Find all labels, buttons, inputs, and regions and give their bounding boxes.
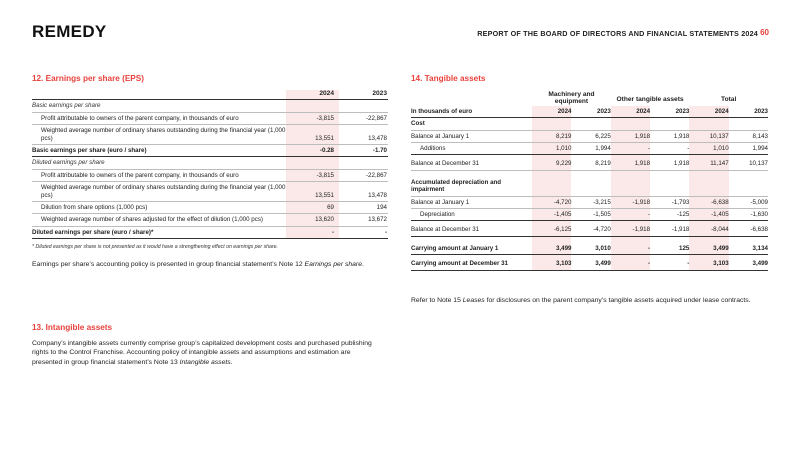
eps-basic-heading-row [32, 100, 388, 112]
eps-year-2024: 2024 [286, 90, 339, 100]
value-2023: - [339, 226, 388, 238]
eps-year-2023: 2023 [339, 90, 388, 100]
cell-value: -1,405 [532, 209, 571, 221]
cell-value: - [611, 143, 650, 155]
year-label: 2024 [689, 106, 728, 118]
intangible-section-title: 13. Intangible assets [32, 323, 113, 332]
cell-value: - [611, 255, 650, 270]
cell-value: 10,137 [689, 130, 728, 142]
report-title: REPORT OF THE BOARD OF DIRECTORS AND FINANCIAL STATEMENTS 2024 [477, 29, 758, 38]
cell-value: -125 [650, 209, 689, 221]
table-row [32, 214, 388, 226]
eps-table [32, 90, 388, 239]
intangible-note-reference: Intangible assets [179, 358, 231, 366]
leases-note-reference: Leases [462, 297, 485, 304]
value-2023: -1.70 [339, 145, 388, 157]
group-machinery: Machinery and equipment [548, 91, 595, 106]
row-label: Depreciation [411, 209, 532, 221]
cell-value: 8,219 [532, 130, 571, 142]
cost-heading-row [411, 118, 768, 130]
eps-basic-total-row [32, 145, 388, 157]
cell-value: -1,918 [611, 221, 650, 236]
cell-value: 11,147 [689, 155, 728, 170]
cell-value: 9,229 [532, 155, 571, 170]
row-label: Profit attributable to owners of the parent company, in thousands of euro [32, 112, 286, 124]
table-row [32, 182, 388, 202]
page-number: 60 [760, 28, 769, 37]
policy-end: . [361, 261, 364, 269]
value-2024: -0.28 [286, 145, 339, 157]
cell-value: 1,918 [650, 130, 689, 142]
depreciation-heading-row [411, 170, 768, 196]
cell-value: -5,009 [729, 196, 768, 208]
value-2024: -3,815 [286, 169, 339, 181]
value-2023: -22,867 [339, 112, 388, 124]
cell-value: -6,638 [729, 221, 768, 236]
year-label: 2023 [729, 106, 768, 118]
table-row [411, 236, 768, 254]
cell-value: 3,499 [532, 236, 571, 254]
cell-value: 1,918 [611, 130, 650, 142]
eps-section-title: 12. Earnings per share (EPS) [32, 74, 144, 83]
row-label: Balance at December 31 [411, 155, 532, 170]
table-row [411, 221, 768, 236]
value-2023: 13,672 [339, 214, 388, 226]
eps-basic-heading: Basic earnings per share [32, 100, 286, 112]
cell-value: 1,010 [689, 143, 728, 155]
table-row [411, 155, 768, 170]
row-label: Balance at January 1 [411, 130, 532, 142]
value-2024: 13,551 [286, 182, 339, 202]
cell-value: -1,405 [689, 209, 728, 221]
table-row [411, 209, 768, 221]
cell-value: 3,499 [729, 255, 768, 270]
cell-value: 8,143 [729, 130, 768, 142]
depreciation-heading: Accumulated depreciation and impairment [411, 170, 532, 196]
table-row [411, 130, 768, 142]
cell-value: -1,918 [650, 221, 689, 236]
eps-diluted-total-row [32, 226, 388, 238]
intangible-text: Company’s intangible assets currently comprise group’s capitalized development costs and purchased publishing rights to the Control Franchise. Accounting policy of intangible assets and assumptions and estimation are presented in group financial statement’s Note 13 [32, 340, 372, 366]
cell-value: - [611, 236, 650, 254]
row-label: Carrying amount at December 31 [411, 255, 532, 270]
group-other: Other tangible assets [616, 96, 684, 104]
value-2024: - [286, 226, 339, 238]
eps-header-row [32, 90, 388, 100]
tangible-note-paragraph [411, 296, 756, 305]
cell-value: 10,137 [729, 155, 768, 170]
unit-label: In thousands of euro [411, 106, 532, 118]
table-row [32, 202, 388, 214]
cell-value: 3,010 [571, 236, 610, 254]
group-header-row [411, 91, 768, 106]
cell-value: 3,103 [532, 255, 571, 270]
table-row [411, 255, 768, 270]
note-end: for disclosures on the parent company’s tangible assets acquired under lease contracts. [484, 297, 751, 304]
note-text: Refer to Note 15 [411, 297, 463, 304]
cell-value: 3,499 [689, 236, 728, 254]
table-row [32, 169, 388, 181]
cell-value: -6,638 [689, 196, 728, 208]
policy-text: Earnings per share’s accounting policy is presented in group financial statement’s Note 12 [32, 261, 305, 269]
cell-value: -8,044 [689, 221, 728, 236]
cell-value: -3,215 [571, 196, 610, 208]
cost-heading: Cost [411, 118, 532, 130]
policy-note-reference: Earnings per share [304, 261, 362, 269]
cell-value: -6,125 [532, 221, 571, 236]
cell-value: 3,103 [689, 255, 728, 270]
value-2023: 13,478 [339, 125, 388, 145]
cell-value: -1,793 [650, 196, 689, 208]
cell-value: 1,994 [729, 143, 768, 155]
cell-value: 1,918 [650, 155, 689, 170]
table-row [411, 196, 768, 208]
cell-value: 3,499 [571, 255, 610, 270]
year-label: 2023 [650, 106, 689, 118]
value-2023: -22,867 [339, 169, 388, 181]
group-total: Total [721, 96, 737, 104]
cell-value: - [611, 209, 650, 221]
row-label: Weighted average number of shares adjusted for the effect of dilution (1,000 pcs) [32, 214, 286, 226]
eps-footnote: * Diluted earnings per share is not presented as it would have a strengthening effect on earnings per share. [32, 244, 278, 251]
year-label: 2024 [532, 106, 571, 118]
eps-policy-paragraph [32, 260, 388, 269]
value-2023: 13,478 [339, 182, 388, 202]
row-label: Basic earnings per share (euro / share) [32, 145, 286, 157]
cell-value: 8,219 [571, 155, 610, 170]
cell-value: -4,720 [532, 196, 571, 208]
year-header-row [411, 106, 768, 118]
row-label: Balance at December 31 [411, 221, 532, 236]
table-row [32, 112, 388, 124]
row-label: Weighted average number of ordinary shares outstanding during the financial year (1,000 pcs) [32, 182, 286, 202]
year-label: 2023 [571, 106, 610, 118]
row-label: Balance at January 1 [411, 196, 532, 208]
value-2024: 13,620 [286, 214, 339, 226]
cell-value: 6,225 [571, 130, 610, 142]
year-label: 2024 [611, 106, 650, 118]
row-label: Profit attributable to owners of the parent company, in thousands of euro [32, 169, 286, 181]
cell-value: 3,134 [729, 236, 768, 254]
intangible-paragraph [32, 339, 382, 367]
row-label: Carrying amount at January 1 [411, 236, 532, 254]
cell-value: -1,505 [571, 209, 610, 221]
cell-value: -4,720 [571, 221, 610, 236]
table-row [411, 143, 768, 155]
cell-value: 1,918 [611, 155, 650, 170]
intangible-end: . [230, 358, 233, 366]
value-2024: -3,815 [286, 112, 339, 124]
cell-value: -1,630 [729, 209, 768, 221]
cell-value: - [650, 255, 689, 270]
cell-value: 125 [650, 236, 689, 254]
eps-diluted-heading: Diluted earnings per share [32, 157, 286, 169]
cell-value: - [650, 143, 689, 155]
value-2024: 69 [286, 202, 339, 214]
tangible-table [411, 91, 768, 271]
eps-diluted-heading-row [32, 157, 388, 169]
row-label: Diluted earnings per share (euro / share)* [32, 226, 286, 238]
table-row [32, 125, 388, 145]
company-logo: REMEDY [32, 22, 107, 41]
row-label: Dilution from share options (1,000 pcs) [32, 202, 286, 214]
value-2023: 194 [339, 202, 388, 214]
cell-value: -1,918 [611, 196, 650, 208]
tangible-section-title: 14. Tangible assets [411, 74, 486, 83]
row-label: Weighted average number of ordinary shares outstanding during the financial year (1,000 pcs) [32, 125, 286, 145]
row-label: Additions [411, 143, 532, 155]
cell-value: 1,010 [532, 143, 571, 155]
value-2024: 13,551 [286, 125, 339, 145]
cell-value: 1,994 [571, 143, 610, 155]
